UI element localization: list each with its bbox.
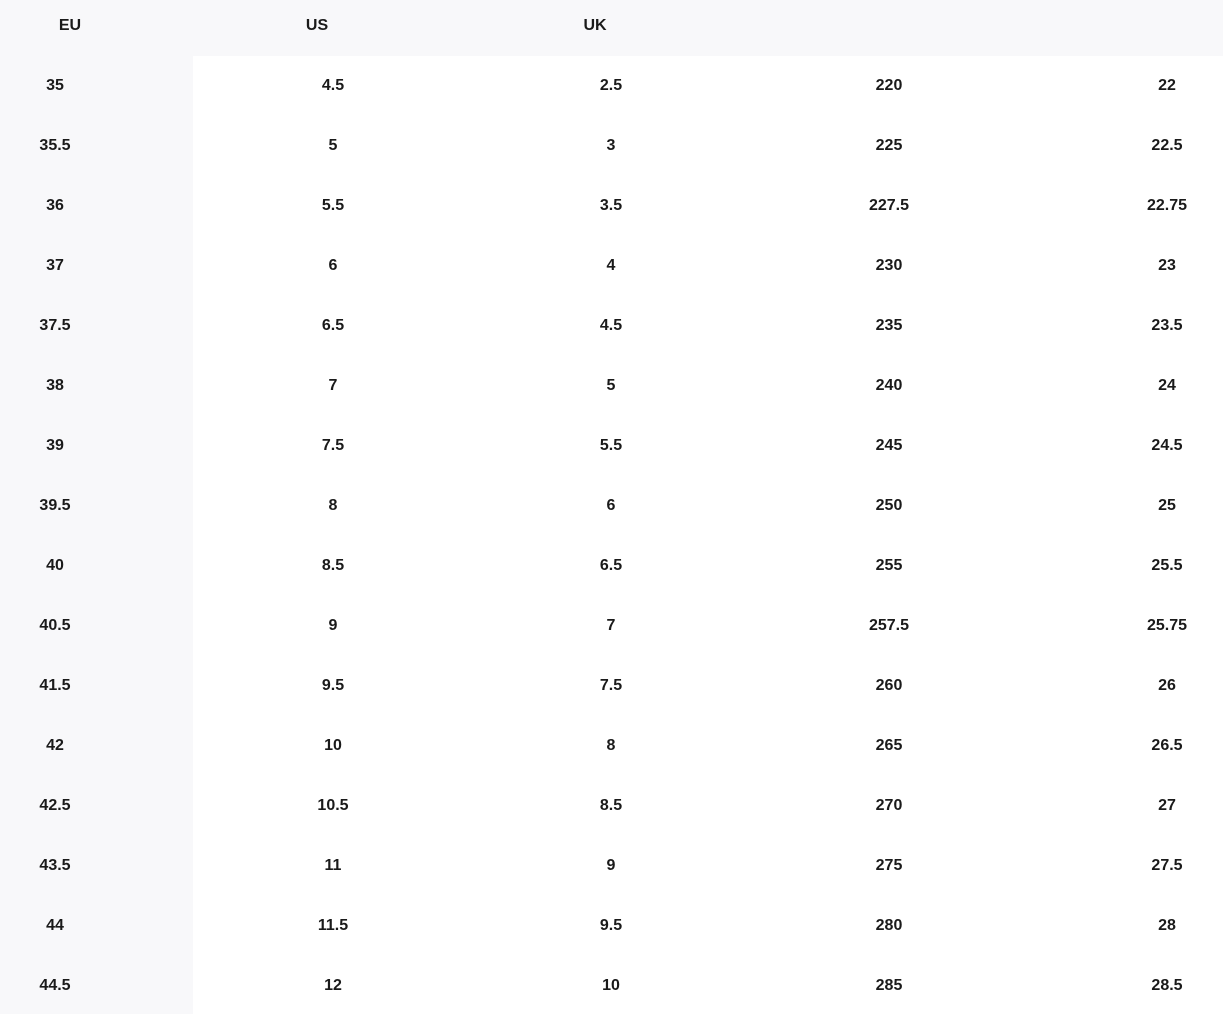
table-body xyxy=(0,56,1223,1016)
cell-eu: 44.5 xyxy=(39,977,71,994)
cell-cm: 27 xyxy=(1158,797,1176,814)
cell-eu: 40.5 xyxy=(39,617,71,634)
cell-cm: 25.5 xyxy=(1151,557,1183,574)
cell-eu: 42.5 xyxy=(39,797,71,814)
cell-mm: 280 xyxy=(875,917,903,934)
cell-cm: 26.5 xyxy=(1151,737,1183,754)
cell-uk: 5 xyxy=(606,377,616,394)
cell-cm: 22.5 xyxy=(1151,137,1183,154)
cell-eu: 44 xyxy=(46,917,64,934)
cell-uk: 6 xyxy=(606,497,616,514)
cell-cm: 28 xyxy=(1158,917,1176,934)
cell-us: 6.5 xyxy=(321,317,345,334)
cell-mm: 227.5 xyxy=(868,197,910,214)
cell-us: 10.5 xyxy=(317,797,349,814)
cell-cm: 25 xyxy=(1158,497,1176,514)
table-row xyxy=(0,776,1223,836)
cell-eu: 35.5 xyxy=(39,137,71,154)
cell-cm: 28.5 xyxy=(1151,977,1183,994)
cell-uk: 7.5 xyxy=(599,677,623,694)
cell-cm: 27.5 xyxy=(1151,857,1183,874)
cell-us: 10 xyxy=(324,737,342,754)
cell-mm: 257.5 xyxy=(868,617,910,634)
cell-uk: 10 xyxy=(602,977,620,994)
table-row xyxy=(0,836,1223,896)
cell-cm: 23 xyxy=(1158,257,1176,274)
cell-eu: 39 xyxy=(46,437,64,454)
cell-eu: 35 xyxy=(46,77,64,94)
cell-uk: 7 xyxy=(606,617,616,634)
table-row xyxy=(0,56,1223,116)
cell-mm: 275 xyxy=(875,857,903,874)
cell-cm: 23.5 xyxy=(1151,317,1183,334)
cell-us: 11.5 xyxy=(317,917,349,934)
cell-mm: 240 xyxy=(875,377,903,394)
cell-us: 7 xyxy=(328,377,338,394)
cell-uk: 6.5 xyxy=(599,557,623,574)
header-us: US xyxy=(305,17,329,34)
table-row xyxy=(0,176,1223,236)
cell-mm: 285 xyxy=(875,977,903,994)
cell-uk: 8.5 xyxy=(599,797,623,814)
table-row xyxy=(0,956,1223,1016)
cell-mm: 270 xyxy=(875,797,903,814)
cell-mm: 235 xyxy=(875,317,903,334)
cell-uk: 9 xyxy=(606,857,616,874)
cell-cm: 24.5 xyxy=(1151,437,1183,454)
cell-eu: 37 xyxy=(46,257,64,274)
table-row xyxy=(0,536,1223,596)
cell-eu: 38 xyxy=(46,377,64,394)
cell-uk: 4.5 xyxy=(599,317,623,334)
cell-cm: 25.75 xyxy=(1146,617,1188,634)
cell-uk: 4 xyxy=(606,257,616,274)
cell-mm: 250 xyxy=(875,497,903,514)
cell-us: 12 xyxy=(324,977,342,994)
cell-cm: 22 xyxy=(1158,77,1176,94)
table-row xyxy=(0,476,1223,536)
cell-mm: 225 xyxy=(875,137,903,154)
cell-us: 4.5 xyxy=(321,77,345,94)
header-uk: UK xyxy=(583,17,607,34)
table-header-row xyxy=(0,0,1223,56)
table-row xyxy=(0,116,1223,176)
cell-cm: 26 xyxy=(1158,677,1176,694)
table-row xyxy=(0,896,1223,956)
cell-eu: 37.5 xyxy=(39,317,71,334)
cell-uk: 3.5 xyxy=(599,197,623,214)
cell-mm: 230 xyxy=(875,257,903,274)
cell-mm: 255 xyxy=(875,557,903,574)
table-row xyxy=(0,296,1223,356)
cell-us: 5 xyxy=(328,137,338,154)
cell-uk: 3 xyxy=(606,137,616,154)
cell-us: 8.5 xyxy=(321,557,345,574)
cell-us: 7.5 xyxy=(321,437,345,454)
cell-eu: 42 xyxy=(46,737,64,754)
cell-cm: 22.75 xyxy=(1146,197,1188,214)
table-row xyxy=(0,416,1223,476)
cell-us: 8 xyxy=(328,497,338,514)
cell-mm: 245 xyxy=(875,437,903,454)
table-row xyxy=(0,356,1223,416)
cell-cm: 24 xyxy=(1158,377,1176,394)
cell-uk: 5.5 xyxy=(599,437,623,454)
cell-uk: 2.5 xyxy=(599,77,623,94)
cell-us: 6 xyxy=(328,257,338,274)
cell-eu: 41.5 xyxy=(39,677,71,694)
cell-us: 5.5 xyxy=(321,197,345,214)
table-row xyxy=(0,716,1223,776)
cell-mm: 260 xyxy=(875,677,903,694)
cell-mm: 265 xyxy=(875,737,903,754)
cell-eu: 40 xyxy=(46,557,64,574)
cell-eu: 43.5 xyxy=(39,857,71,874)
table-row xyxy=(0,596,1223,656)
cell-mm: 220 xyxy=(875,77,903,94)
table-row xyxy=(0,236,1223,296)
cell-uk: 9.5 xyxy=(599,917,623,934)
header-eu: EU xyxy=(58,17,82,34)
cell-us: 9 xyxy=(328,617,338,634)
table-row xyxy=(0,656,1223,716)
cell-eu: 36 xyxy=(46,197,64,214)
cell-us: 11 xyxy=(324,857,342,874)
cell-us: 9.5 xyxy=(321,677,345,694)
cell-uk: 8 xyxy=(606,737,616,754)
cell-eu: 39.5 xyxy=(39,497,71,514)
